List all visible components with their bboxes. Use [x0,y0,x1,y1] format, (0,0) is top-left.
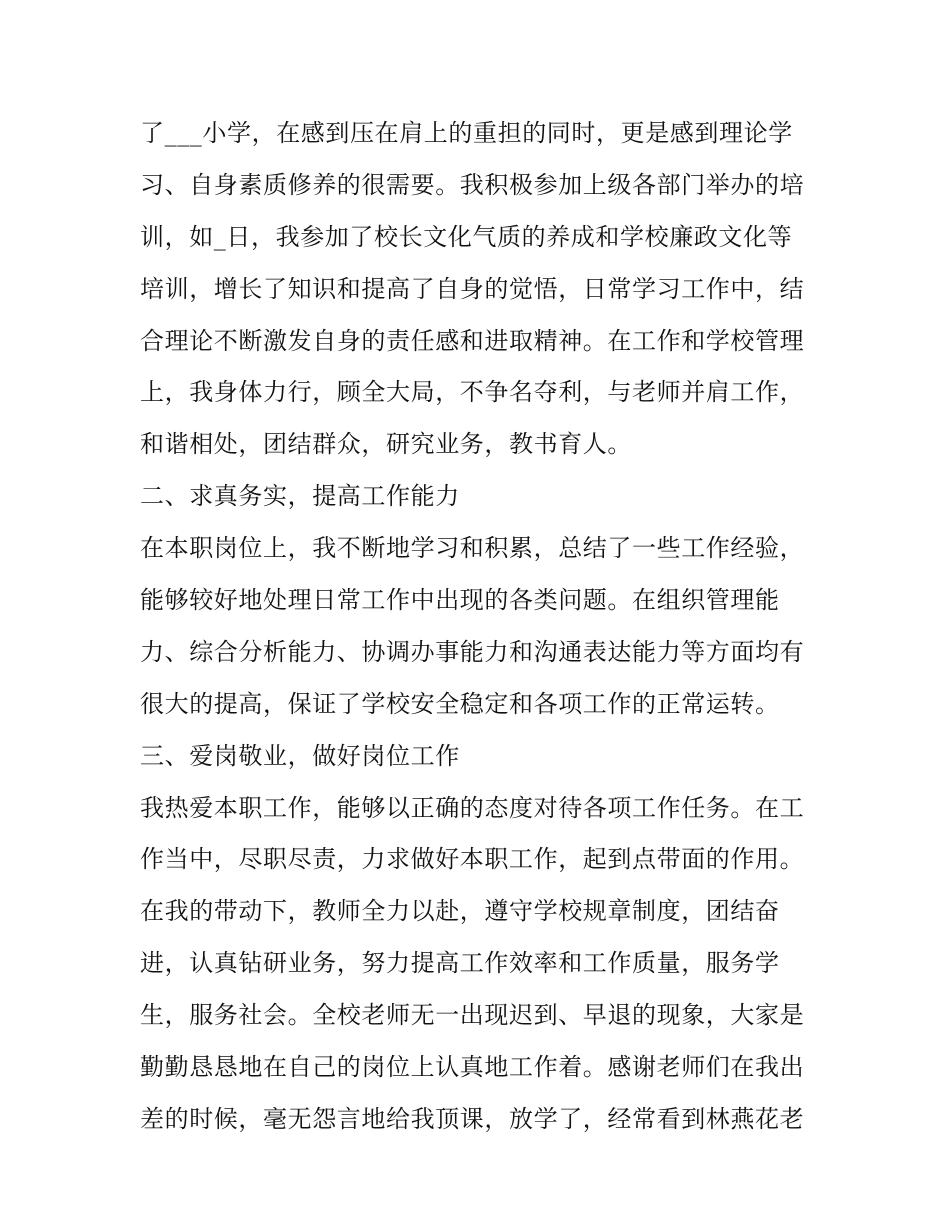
text-line: 我热爱本职工作，能够以正确的态度对待各项工作任务。在工 [140,793,805,822]
text-line: 培训，增长了知识和提高了自身的觉悟，日常学习工作中，结 [140,274,805,303]
text-line: 习、自身素质修养的很需要。我积极参加上级各部门举办的培 [140,170,805,199]
text-line: 很大的提高，保证了学校安全稳定和各项工作的正常运转。 [140,689,780,718]
text-line: 合理论不断激发自身的责任感和进取精神。在工作和学校管理 [140,326,805,355]
text-line: 训，如_日，我参加了校长文化气质的养成和学校廉政文化等 [140,222,793,251]
document-body [140,108,830,1146]
text-line: 作当中，尽职尽责，力求做好本职工作，起到点带面的作用。 [140,845,805,874]
section-heading: 二、求真务实，提高工作能力 [140,482,460,511]
text-line: 生，服务社会。全校老师无一出现迟到、早退的现象，大家是 [140,1001,805,1030]
text-line: 上，我身体力行，顾全大局，不争名夺利，与老师并肩工作， [140,378,805,407]
text-line: 了___小学，在感到压在肩上的重担的同时，更是感到理论学 [140,119,793,147]
text-line: 力、综合分析能力、协调办事能力和沟通表达能力等方面均有 [140,637,805,666]
text-line: 在我的带动下，教师全力以赴，遵守学校规章制度，团结奋 [140,897,780,926]
text-line: 和谐相处，团结群众，研究业务，教书育人。 [140,430,632,459]
text-line: 能够较好地处理日常工作中出现的各类问题。在组织管理能 [140,586,780,615]
text-line: 在本职岗位上，我不断地学习和积累，总结了一些工作经验， [140,534,805,563]
text-line: 勤勤恳恳地在自己的岗位上认真地工作着。感谢老师们在我出 [140,1053,805,1082]
text-line: 差的时候，毫无怨言地给我顶课，放学了，经常看到林燕花老 [140,1104,805,1133]
section-heading: 三、爱岗敬业，做好岗位工作 [140,741,460,770]
text-line: 进，认真钻研业务，努力提高工作效率和工作质量，服务学 [140,949,780,978]
